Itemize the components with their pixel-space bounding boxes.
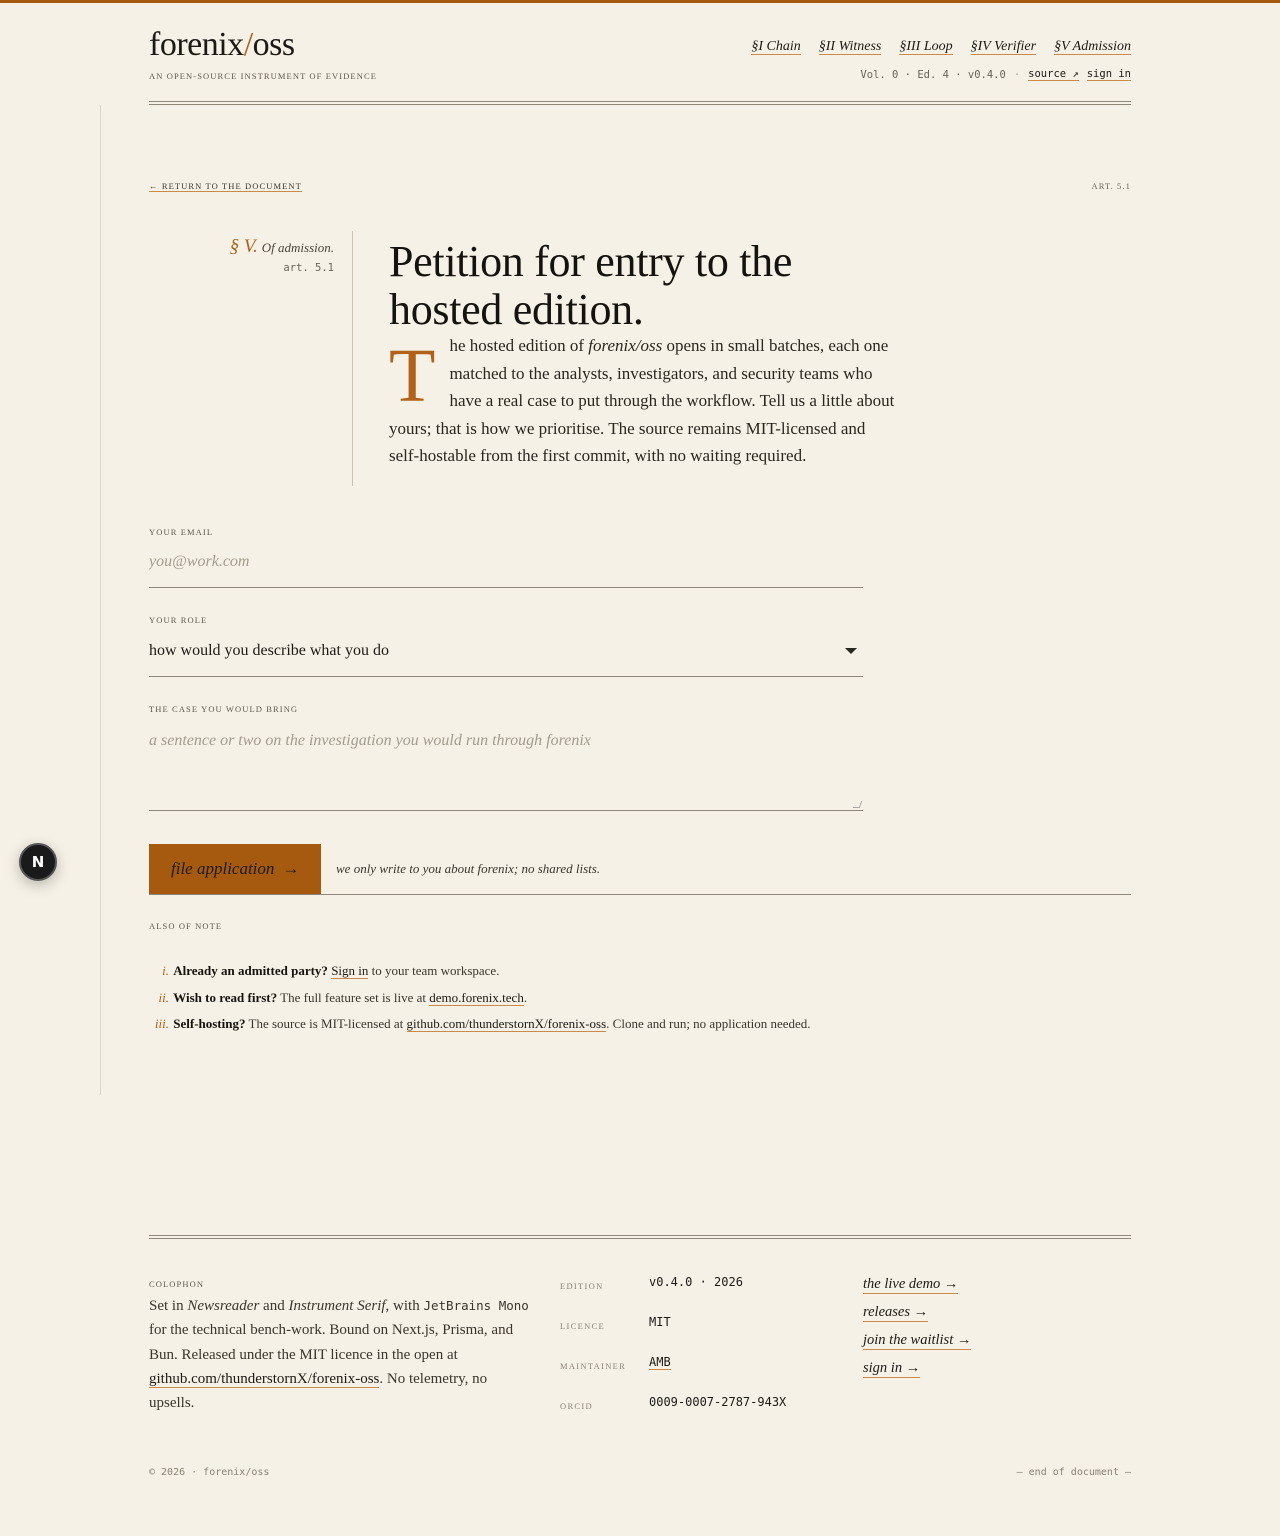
case-textarea-wrap — [149, 730, 863, 811]
article-tag: ART. 5.1 — [1091, 181, 1131, 191]
live-demo-link[interactable]: the live demo → — [863, 1276, 959, 1292]
submit-note: we only write to you about forenix; no shared lists. — [336, 861, 601, 876]
nav-chain[interactable]: §I Chain — [751, 39, 801, 54]
list-item: i. Already an admitted party? Sign in to your team workspace. — [162, 963, 500, 978]
margin-rule — [100, 105, 101, 1095]
colophon-heading: COLOPHON — [149, 1279, 205, 1289]
header-signin-link[interactable]: sign in — [1086, 68, 1131, 80]
list-item: iii. Self-hosting? The source is MIT-licensed at github.com/thunderstornX/forenix-oss. Clone and run; no application needed. — [154, 1016, 811, 1031]
also-of-note-heading: ALSO OF NOTE — [149, 921, 223, 931]
footer-links — [863, 1275, 971, 1378]
nav-verifier[interactable]: §IV Verifier — [970, 39, 1037, 54]
version-meta — [860, 68, 1131, 81]
releases-link[interactable]: releases → — [863, 1304, 929, 1320]
section-name: Of admission. — [261, 240, 334, 255]
marker-divider — [352, 231, 353, 486]
page-title: Petition for entry to the hosted edition. — [389, 237, 793, 334]
case-label: THE CASE YOU WOULD BRING — [149, 704, 299, 714]
email-field-wrap — [149, 553, 863, 588]
demo-link[interactable]: demo.forenix.tech — [429, 989, 524, 1005]
drop-cap: T — [389, 334, 436, 418]
also-of-note-list — [149, 958, 949, 1038]
intro-paragraph: The hosted edition of forenix/oss opens in small batches, each one matched to the analysts, investigators, and security teams who have a real case to put through the workflow. Tell us a little about yours; that is how we prioritise. The source remains MIT-licensed and self-hostable from the first commit, with no waiting required. — [389, 334, 895, 465]
brand-tagline: AN OPEN-SOURCE INSTRUMENT OF EVIDENCE — [149, 71, 378, 81]
end-of-document: — end of document — — [1016, 1467, 1131, 1478]
chevron-down-icon — [845, 648, 857, 654]
section-marker — [149, 236, 334, 274]
nextjs-dev-badge-icon[interactable]: N — [19, 843, 57, 881]
article-number: art. 5.1 — [283, 262, 334, 274]
return-link[interactable]: ← RETURN TO THE DOCUMENT — [149, 181, 302, 191]
email-label: YOUR EMAIL — [149, 527, 214, 537]
header-double-rule — [149, 101, 1131, 105]
copyright: © 2026 · forenix/oss — [149, 1467, 270, 1478]
version-text: Vol. 0 · Ed. 4 · v0.4.0 — [860, 68, 1006, 81]
accent-top-bar — [0, 0, 1280, 3]
role-select[interactable] — [149, 642, 863, 660]
product-name: forenix/oss — [588, 336, 663, 355]
file-application-button[interactable]: file application → — [149, 844, 321, 894]
waitlist-link[interactable]: join the waitlist → — [863, 1332, 972, 1348]
source-link[interactable]: source ↗ — [1028, 68, 1079, 80]
nav-admission[interactable]: §V Admission — [1054, 39, 1131, 54]
section-nav — [751, 39, 1131, 55]
submit-row — [149, 844, 1131, 895]
brand-logo[interactable]: forenix/oss — [149, 26, 295, 63]
role-select-wrap — [149, 642, 863, 677]
nav-witness[interactable]: §II Witness — [818, 39, 882, 54]
role-label: YOUR ROLE — [149, 615, 208, 625]
arrow-right-icon: → — [282, 859, 300, 878]
footer-double-rule — [149, 1235, 1131, 1239]
section-mark: § V. — [229, 236, 258, 257]
case-textarea[interactable] — [149, 730, 863, 810]
colophon-text: Set in Newsreader and Instrument Serif, with JetBrains Mono for the technical bench-work. Bound on Next.js, Prisma, and Bun. Released under the MIT licence in the open at github.com/thunderstornX/forenix-oss. No telemetry, no upsells. — [149, 1298, 529, 1412]
footer-signin-link[interactable]: sign in → — [863, 1360, 921, 1376]
role-select-value: how would you describe what you do — [149, 642, 389, 659]
github-link[interactable]: github.com/thunderstornX/forenix-oss — [406, 1016, 607, 1031]
list-item: ii. Wish to read first? The full feature set is live at demo.forenix.tech. — [158, 989, 528, 1005]
meta-separator: · — [1013, 68, 1021, 81]
maintainer-link[interactable]: AMB — [649, 1355, 671, 1369]
colophon-github-link[interactable]: github.com/thunderstornX/forenix-oss — [149, 1370, 380, 1387]
email-field[interactable] — [149, 553, 863, 571]
note-signin-link[interactable]: Sign in — [331, 963, 369, 978]
nav-loop[interactable]: §III Loop — [899, 39, 953, 54]
